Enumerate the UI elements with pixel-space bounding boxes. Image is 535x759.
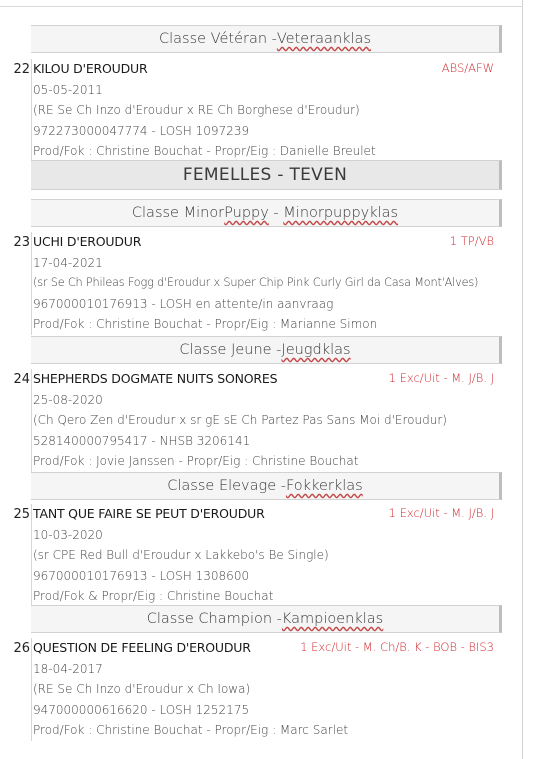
breeder-owner: Prod/Fok : Christine Bouchat - Propr/Eig : Marianne Simon [33, 317, 378, 331]
birth-date: 05-05-2011 [33, 82, 103, 97]
birth-date: 10-03-2020 [33, 527, 103, 542]
pedigree: (sr Se Ch Phileas Fogg d'Eroudur x Super Chip Pink Curly Girl da Casa Mont'Alves) [33, 276, 479, 289]
pedigree: (sr CPE Red Bull d'Eroudur x Lakkebo's Be Single) [33, 548, 329, 562]
birth-date: 17-04-2021 [33, 255, 103, 270]
section-title-puppy: Puppy [224, 205, 269, 221]
registration-ids: 528140000795417 - NHSB 3206141 [33, 433, 251, 448]
dog-name: QUESTION DE FEELING D'EROUDUR [33, 640, 251, 655]
entry-details [31, 59, 376, 162]
entry-number: 22 [13, 62, 30, 77]
breeder-owner: Prod/Fok & Propr/Eig : Christine Bouchat [33, 589, 274, 603]
entry-result: 1 Exc/Uit - M. J/B. J [388, 506, 494, 520]
section-header-jeune [31, 336, 502, 364]
section-title-fr: Classe Jeune - [179, 342, 282, 358]
registration-ids: 972273000047774 - LOSH 1097239 [33, 123, 250, 138]
breeder-owner: Prod/Fok : Christine Bouchat - Propr/Eig : Marc Sarlet [33, 723, 349, 737]
section-header-elevage [31, 472, 502, 500]
section-title-nl: Jeugdklas [281, 342, 351, 358]
pedigree: (RE Se Ch Inzo d'Eroudur x Ch Iowa) [33, 682, 251, 696]
page-top-border [0, 6, 522, 7]
section-header-minor-puppy [31, 199, 502, 227]
birth-date: 25-08-2020 [33, 392, 103, 407]
entry-number: 23 [13, 235, 30, 250]
pedigree: (Ch Qero Zen d'Eroudur x sr gE sE Ch Partez Pas Sans Moi d'Eroudur) [33, 413, 447, 427]
section-title-fr: Classe Minor [131, 205, 225, 221]
entry-number: 24 [13, 372, 30, 387]
entry-details [31, 369, 447, 472]
section-title-nl: Fokkerklas [285, 478, 363, 494]
section-title-nl: Minorpuppyklas [283, 205, 399, 221]
section-title-fr: Classe Champion - [146, 611, 282, 627]
entry-result: 1 TP/VB [449, 234, 494, 248]
birth-date: 18-04-2017 [33, 661, 103, 676]
entry-result: 1 Exc/Uit - M. Ch/B. K - BOB - BIS3 [300, 640, 494, 654]
section-title-nl: Kampioenklas [281, 611, 384, 627]
entry-details [31, 504, 329, 607]
section-header-champion [31, 605, 502, 633]
dog-name: UCHI D'EROUDUR [33, 234, 142, 249]
entry-number: 26 [13, 641, 30, 656]
section-title-separator: - [268, 205, 284, 221]
registration-ids: 967000010176913 - LOSH en attente/in aanvraag [33, 296, 334, 311]
pedigree: (RE Se Ch Inzo d'Eroudur x RE Ch Borghese d'Eroudur) [33, 103, 360, 117]
dog-name: SHEPHERDS DOGMATE NUITS SONORES [33, 371, 278, 386]
section-title: FEMELLES - TEVEN [182, 165, 348, 185]
entry-details [31, 638, 348, 741]
dog-name: KILOU D'EROUDUR [33, 61, 148, 76]
entry-details [31, 232, 478, 335]
section-title-fr: Classe Vétéran - [159, 31, 277, 47]
dog-name: TANT QUE FAIRE SE PEUT D'EROUDUR [33, 506, 265, 521]
breeder-owner: Prod/Fok : Christine Bouchat - Propr/Eig : Danielle Breulet [33, 144, 376, 158]
section-header-veteran [31, 25, 502, 53]
entry-number: 25 [13, 507, 30, 522]
breeder-owner: Prod/Fok : Jovie Janssen - Propr/Eig : Christine Bouchat [33, 454, 359, 468]
entry-result: ABS/AFW [441, 61, 494, 75]
section-title-fr: Classe Elevage - [167, 478, 286, 494]
section-header-females [31, 160, 502, 190]
registration-ids: 947000000616620 - LOSH 1252175 [33, 702, 250, 717]
section-title-nl: Veteraanklas [276, 31, 371, 47]
entry-result: 1 Exc/Uit - M. J/B. J [388, 371, 494, 385]
registration-ids: 967000010176913 - LOSH 1308600 [33, 568, 250, 583]
